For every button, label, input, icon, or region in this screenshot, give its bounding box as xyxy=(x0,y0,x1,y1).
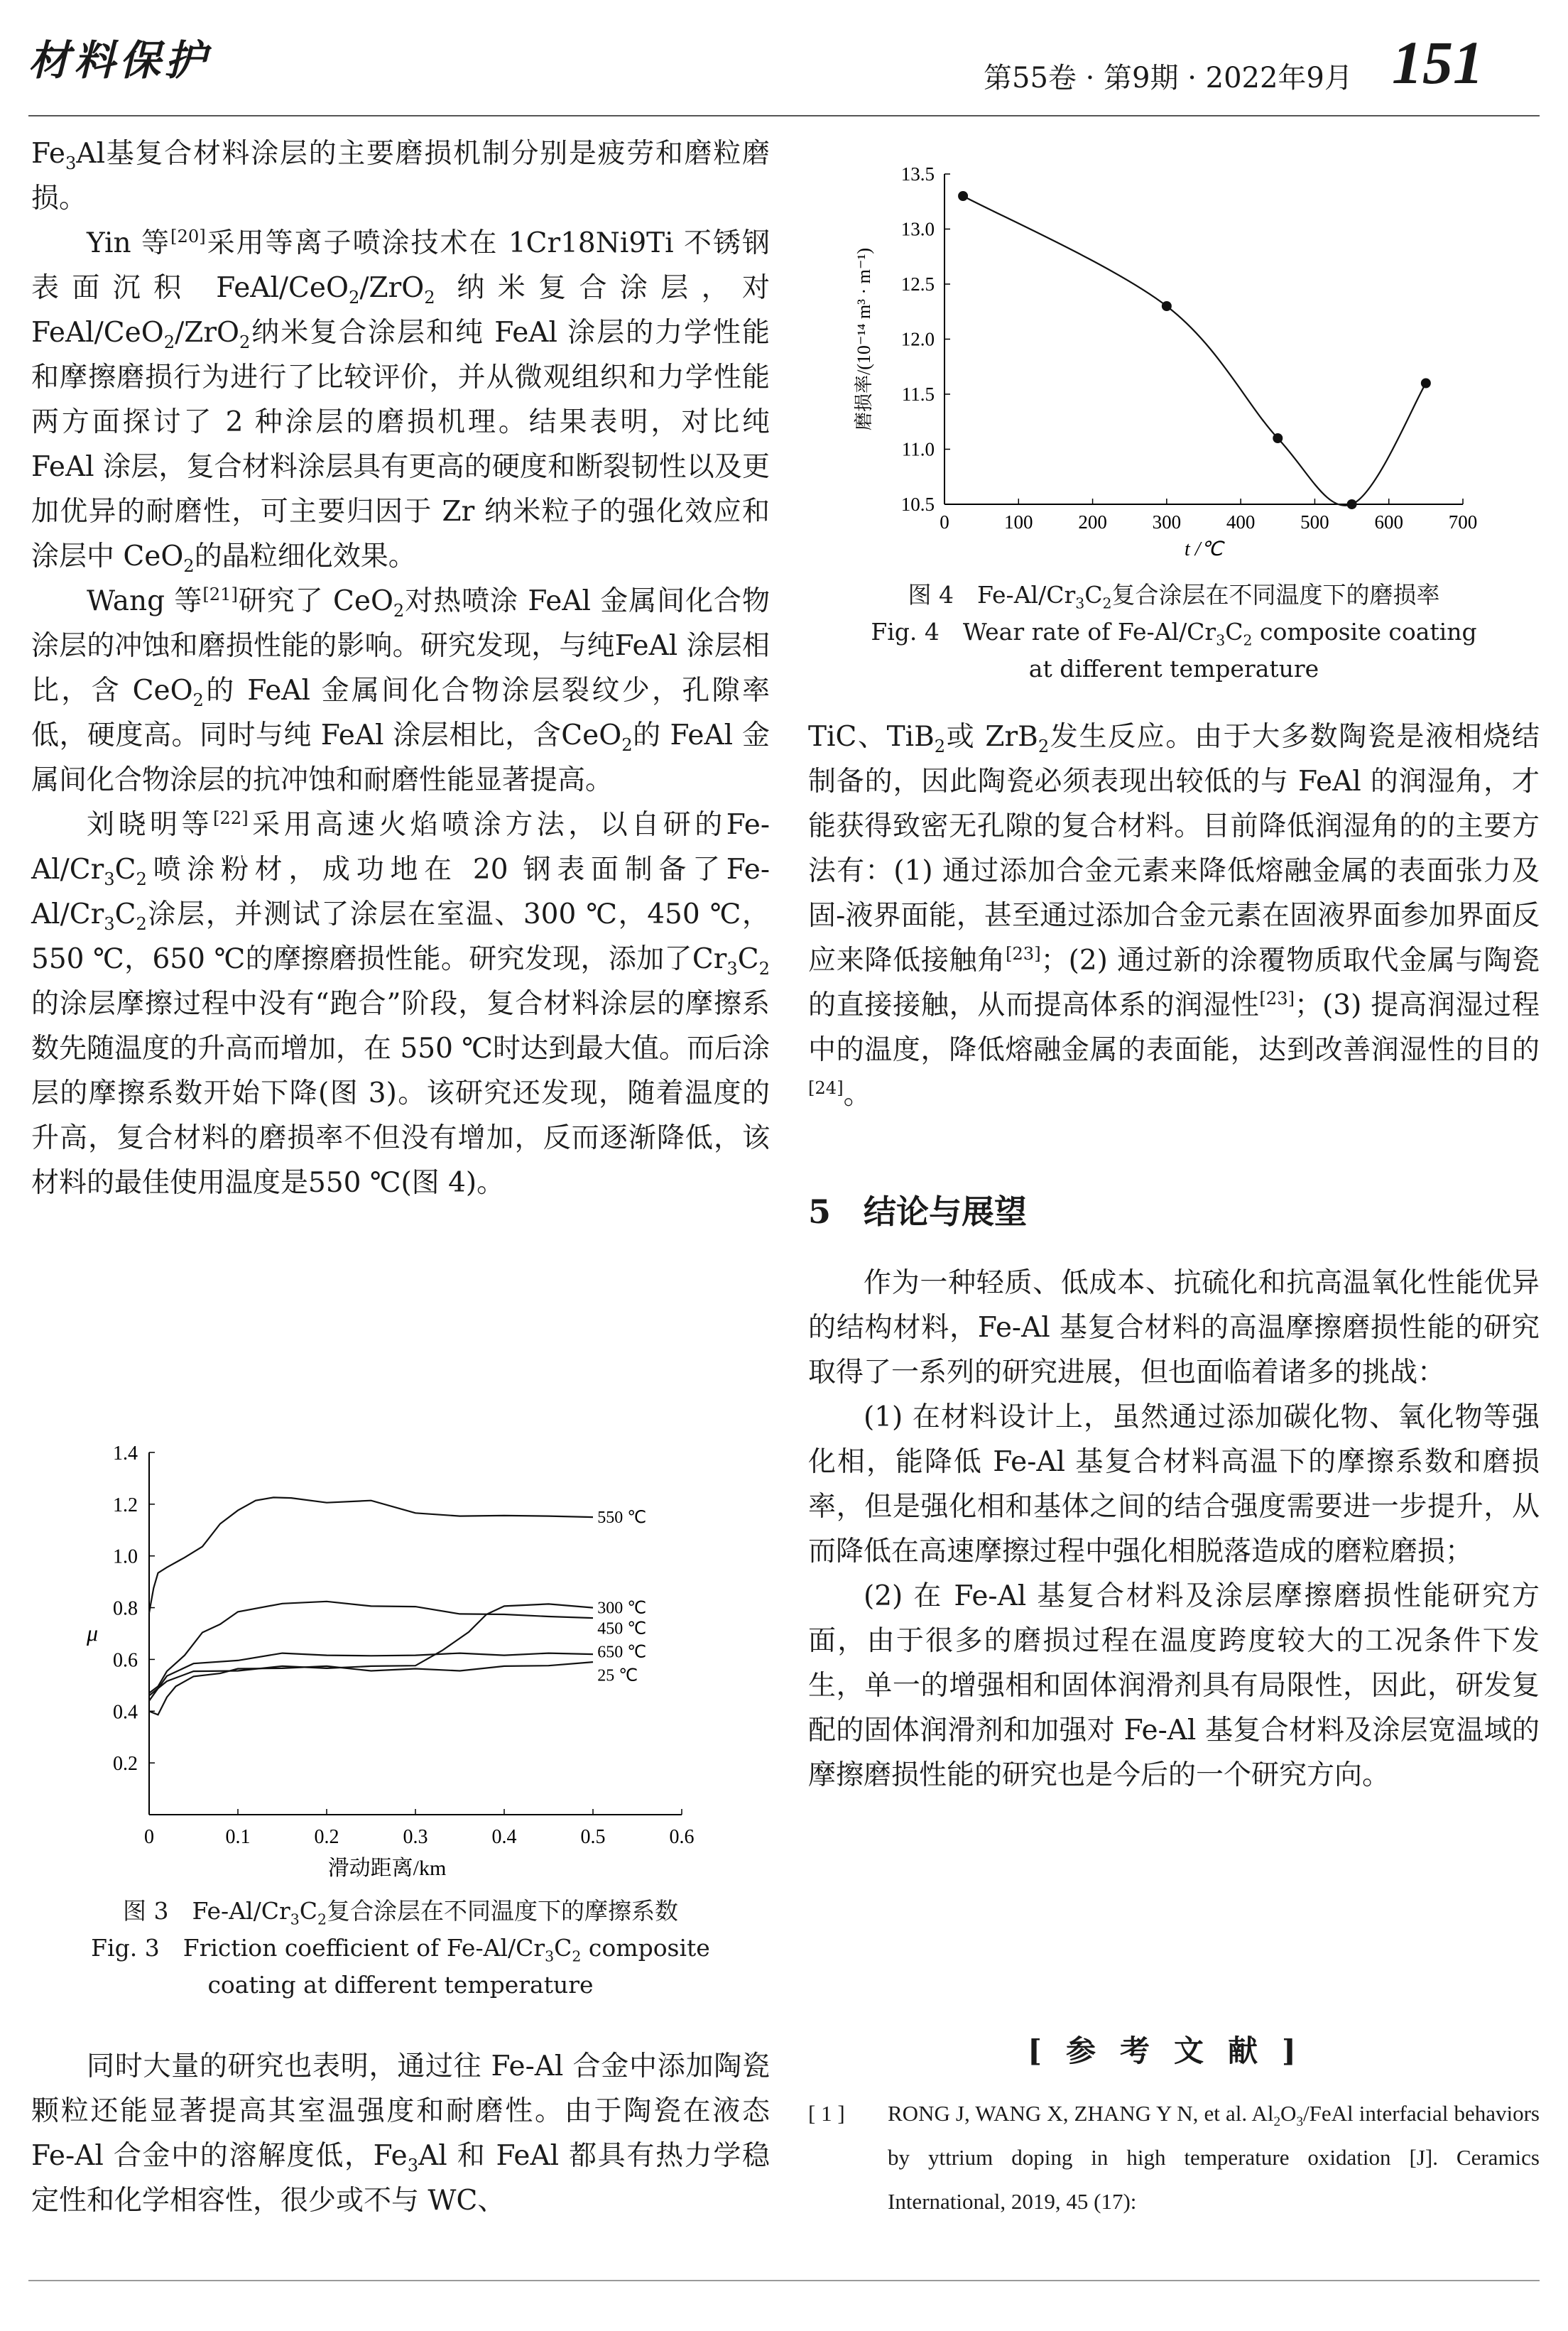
y-tick-label: 11.5 xyxy=(901,384,935,405)
series-line xyxy=(149,1497,593,1613)
x-tick-label: 300 xyxy=(1152,511,1182,533)
series-label: 25 ℃ xyxy=(597,1666,638,1685)
series-label: 450 ℃ xyxy=(597,1619,647,1639)
reference-number: [ 1 ] xyxy=(808,2101,845,2126)
y-tick-label: 0.6 xyxy=(113,1649,138,1672)
paragraph: TiC、TiB$_2$或 ZrB$_2$发生反应。由于大多数陶瓷是液相烧结制备的，因此陶瓷必须表现出较低的与 FeAl 的润湿角，才能获得致密无孔隙的复合材料。目前降低润湿角的的主要方法有：(1) 通过添加合金元素来降低熔融金属的表面张力及固-液界面能，甚至通过添加合金元素在固液界面参加界面反应来降低接触角[23]；(2) 通过新的涂覆物质取代金属与陶瓷的直接接触，从而提高体系的润湿性[23]；(3) 提高润湿过程中的温度，降低熔融金属的表面能，达到改善润湿性的目的[24]。 xyxy=(808,721,1540,1111)
footer-rule xyxy=(28,2280,1540,2281)
reference-text: RONG J, WANG X, ZHANG Y N, et al. $Al_2O_3$/FeAl interfacial behaviors by yttrium doping in high temperature oxidation [J]. Ceramics International, 2019, 45 (17): xyxy=(888,2101,1540,2214)
y-tick-label: 12.5 xyxy=(900,273,935,295)
figure-3-caption-en-2: coating at different temperature xyxy=(207,1971,594,1999)
y-tick-label: 10.5 xyxy=(900,494,935,515)
series-line xyxy=(149,1662,593,1715)
x-tick-label: 700 xyxy=(1448,511,1478,533)
figure-4-caption xyxy=(808,577,1540,688)
paragraph: Yin 等[20]采用等离子喷涂技术在 1Cr18Ni9Ti 不锈钢表面沉积 FeAl/CeO$_2$/ZrO$_2$ 纳米复合涂层，对FeAl/CeO$_2$/ZrO$_2$纳米复合涂层和纯 FeAl 涂层的力学性能和摩擦磨损行为进行了比较评价，并从微观组织和力学性能两方面探讨了 2 种涂层的磨损机理。结果表明，对比纯 FeAl 涂层，复合材料涂层具有更高的硬度和断裂韧性以及更加优异的耐磨性，可主要归因于 Zr 纳米粒子的强化效应和涂层中 CeO$_2$的晶粒细化效果。 xyxy=(31,227,770,576)
x-tick-label: 0 xyxy=(144,1826,154,1848)
right-column-bottom xyxy=(808,1261,1540,1798)
y-tick-label: 0.8 xyxy=(113,1597,138,1620)
left-column-bottom xyxy=(31,2044,770,2223)
page-number: 151 xyxy=(1392,28,1483,97)
series-label: 650 ℃ xyxy=(597,1643,647,1662)
series-line xyxy=(149,1653,593,1701)
paragraph: Wang 等[21]研究了 CeO$_2$对热喷涂 FeAl 金属间化合物涂层的冲蚀和磨损性能的影响。研究发现，与纯FeAl 涂层相比，含 CeO$_2$的 FeAl 金属间化合物涂层裂纹少，孔隙率低，硬度高。同时与纯 FeAl 涂层相比，含CeO$_2$的 FeAl 金属间化合物涂层的抗冲蚀和耐磨性能显著提高。 xyxy=(31,585,770,796)
paragraph: (1) 在材料设计上，虽然通过添加碳化物、氧化物等强化相，能降低 Fe-Al 基复合材料高温下的摩擦系数和磨损率，但是强化相和基体之间的结合强度需要进一步提升，从而降低在高速摩擦过程中强化相脱落造成的磨粒磨损； xyxy=(808,1401,1540,1567)
data-point xyxy=(1347,499,1357,509)
series-label: 550 ℃ xyxy=(597,1509,647,1528)
y-tick-label: 1.4 xyxy=(113,1442,138,1465)
y-tick-label: 11.0 xyxy=(901,438,935,460)
x-tick-label: 0.1 xyxy=(225,1826,251,1848)
data-point xyxy=(958,191,968,201)
figure-3-caption-en: Fig. 3 Friction coefficient of $Fe-Al/Cr_3C_2$ composite xyxy=(91,1934,710,1965)
data-point xyxy=(1421,379,1431,388)
series-line xyxy=(963,196,1426,506)
x-tick-label: 0 xyxy=(940,511,949,533)
figure-3-chart xyxy=(50,1428,760,1880)
figure-4-caption-cn: 图 4 $Fe-Al/Cr_3C_2$复合涂层在不同温度下的磨损率 xyxy=(908,581,1440,612)
x-tick-label: 0.6 xyxy=(669,1826,695,1848)
figure-4-caption-en: Fig. 4 Wear rate of $Fe-Al/Cr_3C_2$ composite coating xyxy=(871,618,1477,649)
right-column-top xyxy=(808,714,1540,1117)
x-tick-label: 400 xyxy=(1226,511,1256,533)
references-heading: [参考文献] xyxy=(1028,2033,1320,2068)
data-point xyxy=(1273,433,1283,443)
y-tick-label: 13.5 xyxy=(900,163,935,185)
y-axis-label: μ xyxy=(86,1620,99,1646)
x-tick-label: 600 xyxy=(1374,511,1403,533)
figure-4-chart xyxy=(824,156,1506,582)
x-tick-label: 0.3 xyxy=(403,1826,428,1848)
y-axis-label: 磨损率/(10⁻¹⁴ m³ · m⁻¹) xyxy=(854,247,874,431)
y-tick-label: 12.0 xyxy=(900,328,935,350)
section-heading: 5 结论与展望 xyxy=(808,1192,1028,1231)
y-tick-label: 1.0 xyxy=(113,1545,138,1568)
figure-3-caption xyxy=(31,1893,770,2004)
y-tick-label: 13.0 xyxy=(900,218,935,240)
header-rule xyxy=(28,115,1540,116)
data-point xyxy=(1162,301,1172,311)
paragraph: 刘晓明等[22]采用高速火焰喷涂方法，以自研的$Fe-Al/Cr_3C_2$喷涂粉材，成功地在 20 钢表面制备了$Fe-Al/Cr_3C_2$涂层，并测试了涂层在室温、300 ℃，450 ℃，550 ℃，650 ℃的摩擦磨损性能。研究发现，添加了$Cr_3C_2$的涂层摩擦过程中没有“跑合”阶段，复合材料涂层的摩擦系数先随温度的升高而增加，在 550 ℃时达到最大值。而后涂层的摩擦系数开始下降(图 3)。该研究还发现，随着温度的升高，复合材料的磨损率不但没有增加，反而逐渐降低，该材料的最佳使用温度是550 ℃(图 4)。 xyxy=(31,808,770,1199)
y-tick-label: 1.2 xyxy=(113,1494,138,1516)
x-tick-label: 200 xyxy=(1078,511,1107,533)
x-tick-label: 0.2 xyxy=(314,1826,339,1848)
x-tick-label: 0.5 xyxy=(580,1826,606,1848)
x-axis-label: 滑动距离/km xyxy=(327,1857,447,1880)
paragraph: 作为一种轻质、低成本、抗硫化和抗高温氧化性能优异的结构材料，Fe-Al 基复合材料的高温摩擦磨损性能的研究取得了一系列的研究进展，但也面临着诸多的挑战： xyxy=(808,1267,1540,1389)
paragraph: 同时大量的研究也表明，通过往 Fe-Al 合金中添加陶瓷颗粒还能显著提高其室温强度和耐磨性。由于陶瓷在液态 Fe-Al 合金中的溶解度低，$Fe_3Al$ 和 FeAl 都具有热力学稳定性和化学相容性，很少或不与 WC、 xyxy=(31,2050,770,2217)
y-tick-label: 0.2 xyxy=(113,1753,138,1776)
paragraph: (2) 在 Fe-Al 基复合材料及涂层摩擦磨损性能研究方面，由于很多的磨损过程在温度跨度较大的工况条件下发生，单一的增强相和固体润滑剂具有局限性，因此，研发复配的固体润滑剂和加强对 Fe-Al 基复合材料及涂层宽温域的摩擦磨损性能的研究也是今后的一个研究方向。 xyxy=(808,1580,1540,1791)
figure-3-caption-cn: 图 3 $Fe-Al/Cr_3C_2$复合涂层在不同温度下的摩擦系数 xyxy=(122,1897,679,1928)
issue-info: 第55卷 · 第9期 · 2022年9月 xyxy=(984,62,1353,94)
figure-4-caption-en-2: at different temperature xyxy=(1028,655,1319,683)
series-line xyxy=(149,1602,593,1693)
x-tick-label: 0.4 xyxy=(491,1826,517,1848)
y-tick-label: 0.4 xyxy=(113,1701,138,1724)
x-tick-label: 500 xyxy=(1300,511,1329,533)
series-label: 300 ℃ xyxy=(597,1599,647,1618)
journal-logo: 材料保护 xyxy=(28,36,211,85)
left-column xyxy=(31,131,770,1205)
paragraph: $Fe_3Al$基复合材料涂层的主要磨损机制分别是疲劳和磨粒磨损。 xyxy=(31,138,770,214)
x-axis-label: t /℃ xyxy=(1184,538,1224,560)
x-tick-label: 100 xyxy=(1004,511,1033,533)
series-line xyxy=(149,1604,593,1695)
